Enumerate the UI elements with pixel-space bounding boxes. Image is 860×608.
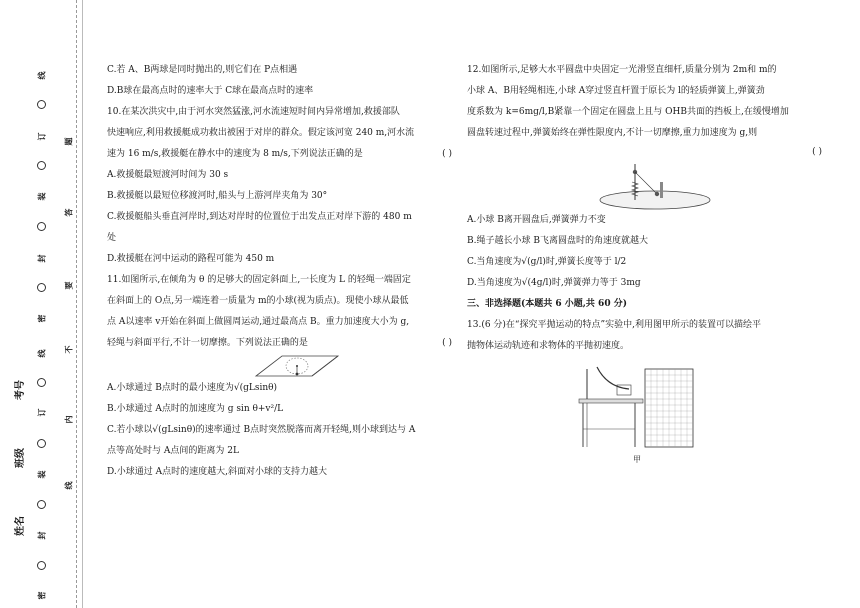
q10-option-a: A.救援艇最短渡河时间为 30 s — [107, 170, 229, 180]
q10-stem-line3 — [107, 144, 452, 165]
punch-hole — [37, 100, 46, 109]
seal-char: 订 — [36, 408, 47, 417]
seal-char: 订 — [36, 132, 47, 141]
figure-caption: 甲 — [633, 455, 641, 464]
q12-stem-line1: 12.如图所示,足够大水平圆盘中央固定一光滑竖直细杆,质量分别为 2m和 m的 — [467, 65, 777, 75]
q10-stem-line2: 快速响应,利用救援艇成功救出被困于对岸的群众。假定该河宽 240 m,河水流 — [107, 128, 415, 138]
q10-stem-line1: 10.在某次洪灾中,由于河水突然猛涨,河水流速短时间内异常增加,救援部队 — [107, 107, 400, 117]
q12-stem-line4: 圆盘转速过程中,弹簧始终在弹性限度内,不计一切摩擦,重力加速度为 g,则 — [467, 128, 758, 138]
punch-hole — [37, 439, 46, 448]
q11-option-a: A.小球通过 B点时的最小速度为√(gLsinθ) — [107, 383, 278, 393]
q9-option-d: D.B球在最高点时的速率大于 C球在最高点时的速率 — [107, 86, 314, 96]
name-label: 姓名 — [15, 516, 26, 536]
seal-char: 封 — [36, 531, 47, 540]
q11-option-b: B.小球通过 A点时的加速度为 g sin θ+v²/L — [107, 404, 284, 414]
section-heading: 三、非选择题(本题共 6 小题,共 60 分) — [467, 299, 627, 309]
q10-option-c-line2: 处 — [107, 233, 117, 243]
q10-stem-text: 速为 16 m/s,救援艇在静水中的速度为 8 m/s,下列说法正确的是 — [107, 149, 363, 159]
class-label: 班级 — [15, 448, 26, 468]
q12-stem-line2: 小球 A、B用轻绳相连,小球 A穿过竖直杆置于原长为 l的轻质弹簧上,弹簧劲 — [467, 86, 765, 96]
punch-hole — [37, 161, 46, 170]
q11-answer-blank: ( ) — [442, 338, 452, 348]
exam-number-label: 考号 — [15, 380, 26, 400]
q11-stem-line3: 点 A以速率 v开始在斜面上做圆周运动,通过最高点 B。重力加速度大小为 g, — [107, 317, 410, 327]
q11-option-d: D.小球通过 A点时的速度越大,斜面对小球的支持力越大 — [107, 467, 327, 477]
q12-stem-line3: 度系数为 k=6mg/l,B紧靠一个固定在圆盘上且与 OHB共面的挡板上,在缓慢增加 — [467, 107, 789, 117]
q13-stem-line1: 13.(6 分)在“探究平抛运动的特点”实验中,利用图甲所示的装置可以描绘平 — [467, 320, 761, 330]
left-column — [107, 60, 452, 483]
seal-dashed-line — [76, 0, 77, 608]
q11-stem-line2: 在斜面上的 O点,另一端连着一质量为 m的小球(视为质点)。现使小球从最低 — [107, 296, 409, 306]
q11-stem-line4 — [107, 333, 452, 354]
punch-hole — [37, 378, 46, 387]
q13-figure-wrap — [467, 357, 822, 464]
seal-char: 线 — [36, 349, 47, 358]
incline-circle-figure — [252, 354, 342, 378]
notice-char: 要 — [63, 281, 74, 290]
binding-strip — [0, 0, 100, 608]
q13-stem-line2: 抛物体运动轨迹和求物体的平抛初速度。 — [467, 341, 630, 351]
q11-option-c-line2: 点等高处时与 A点间的距离为 2L — [107, 446, 239, 456]
notice-char: 线 — [63, 481, 74, 490]
punch-hole — [37, 561, 46, 570]
seal-char: 装 — [36, 192, 47, 201]
punch-hole — [37, 500, 46, 509]
right-column — [467, 60, 822, 464]
seal-char: 线 — [36, 71, 47, 80]
notice-char: 题 — [63, 137, 74, 146]
seal-char: 封 — [36, 254, 47, 263]
punch-hole — [37, 283, 46, 292]
q10-option-b: B.救援艇以最短位移渡河时,船头与上游河岸夹角为 30° — [107, 191, 328, 201]
turntable-figure — [595, 160, 715, 210]
q10-option-c-line1: C.救援艇船头垂直河岸时,到达对岸时的位置位于出发点正对岸下游的 480 m — [107, 212, 412, 222]
q12-answer-blank: ( ) — [812, 147, 822, 157]
seal-char: 密 — [36, 591, 47, 600]
q12-figure-wrap — [467, 160, 822, 210]
notice-char: 内 — [63, 415, 74, 424]
notice-char: 不 — [63, 345, 74, 354]
q11-stem-line1: 11.如图所示,在倾角为 θ 的足够大的固定斜面上,一长度为 L 的轻绳一端固定 — [107, 275, 411, 285]
projectile-apparatus-figure — [577, 359, 697, 449]
q9-option-c: C.若 A、B两球是同时抛出的,则它们在 P点相遇 — [107, 65, 298, 75]
q10-answer-blank: ( ) — [442, 149, 452, 159]
q11-figure-wrap — [107, 354, 452, 378]
q11-stem-text: 轻绳与斜面平行,不计一切摩擦。下列说法正确的是 — [107, 338, 308, 348]
q12-option-d: D.当角速度为√(4g/l)时,弹簧弹力等于 3mg — [467, 278, 641, 288]
seal-char: 装 — [36, 470, 47, 479]
q11-option-c-line1: C.若小球以√(gLsinθ)的速率通过 B点时突然脱落而离开轻绳,则小球到达与 A — [107, 425, 416, 435]
seal-char: 密 — [36, 314, 47, 323]
notice-char: 答 — [63, 208, 74, 217]
punch-hole — [37, 222, 46, 231]
q12-option-a: A.小球 B离开圆盘后,弹簧弹力不变 — [467, 215, 606, 225]
q12-option-c: C.当角速度为√(g/l)时,弹簧长度等于 l/2 — [467, 257, 627, 267]
q10-option-d: D.救援艇在河中运动的路程可能为 450 m — [107, 254, 275, 264]
seal-solid-line — [82, 0, 83, 608]
q12-option-b: B.绳子越长小球 B飞离圆盘时的角速度就越大 — [467, 236, 648, 246]
